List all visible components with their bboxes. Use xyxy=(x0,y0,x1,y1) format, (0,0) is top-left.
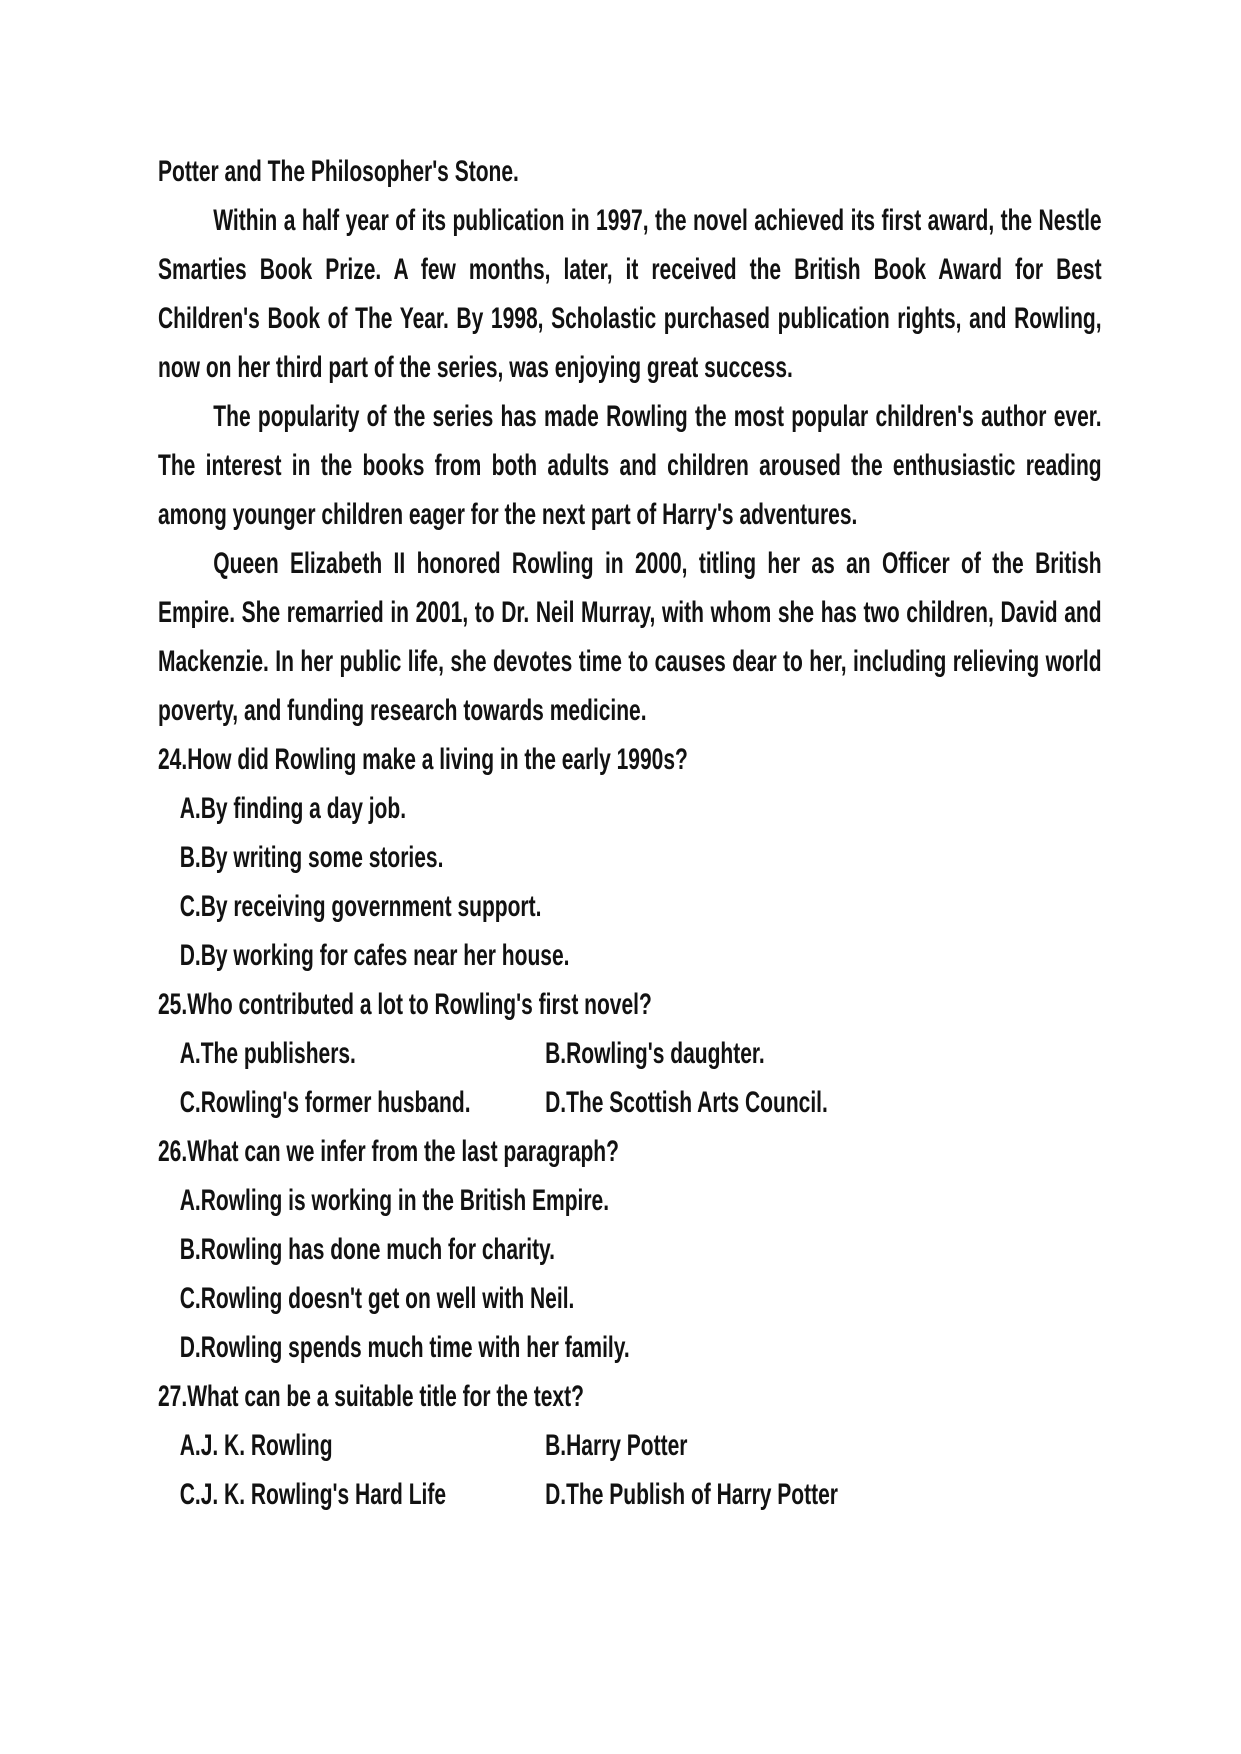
text-block xyxy=(158,147,1102,1519)
page-content xyxy=(158,147,1241,1519)
option-row xyxy=(158,1078,1102,1127)
option-25-c: C.Rowling's former husband. xyxy=(179,1086,471,1119)
question-25: 25.Who contributed a lot to Rowling's first novel? xyxy=(158,988,652,1021)
option-26-d: D.Rowling spends much time with her family. xyxy=(179,1331,630,1364)
option-24-c: C.By receiving government support. xyxy=(179,890,542,923)
option-24-b: B.By writing some stories. xyxy=(179,841,444,874)
passage-paragraph: Within a half year of its publication in 1997, the novel achieved its first award, the Nestle Smarties Book Prize. A few months, later, it received the British Book Award for Best Children's Book of The Year. By 1998, Scholastic purchased publication rights, and Rowling, now on her third part of the series, was enjoying great success. xyxy=(158,204,1102,384)
option-26-b: B.Rowling has done much for charity. xyxy=(179,1233,556,1266)
option-25-d: D.The Scottish Arts Council. xyxy=(545,1086,828,1119)
passage-fragment-line: Potter and The Philosopher's Stone. xyxy=(158,155,519,188)
question-26: 26.What can we infer from the last paragraph? xyxy=(158,1135,619,1168)
option-row xyxy=(158,1029,1102,1078)
option-row xyxy=(158,1470,1102,1519)
option-26-a: A.Rowling is working in the British Empire. xyxy=(179,1184,610,1217)
passage-paragraph: Queen Elizabeth II honored Rowling in 2000, titling her as an Officer of the British Empire. She remarried in 2001, to Dr. Neil Murray, with whom she has two children, David and Mackenzie. In her public life, she devotes time to causes dear to her, including relieving world poverty, and funding research towards medicine. xyxy=(158,547,1102,727)
option-27-c: C.J. K. Rowling's Hard Life xyxy=(179,1478,447,1511)
option-24-d: D.By working for cafes near her house. xyxy=(179,939,570,972)
question-27: 27.What can be a suitable title for the text? xyxy=(158,1380,584,1413)
question-24: 24.How did Rowling make a living in the early 1990s? xyxy=(158,743,688,776)
passage-paragraph: The popularity of the series has made Rowling the most popular children's author ever. The interest in the books from both adults and children aroused the enthusiastic reading among younger children eager for the next part of Harry's adventures. xyxy=(158,400,1102,531)
option-25-a: A.The publishers. xyxy=(179,1037,356,1070)
option-25-b: B.Rowling's daughter. xyxy=(545,1037,765,1070)
option-row xyxy=(158,1421,1102,1470)
option-27-d: D.The Publish of Harry Potter xyxy=(545,1478,838,1511)
option-27-a: A.J. K. Rowling xyxy=(179,1429,333,1462)
option-27-b: B.Harry Potter xyxy=(545,1429,688,1462)
option-26-c: C.Rowling doesn't get on well with Neil. xyxy=(179,1282,575,1315)
option-24-a: A.By finding a day job. xyxy=(179,792,407,825)
